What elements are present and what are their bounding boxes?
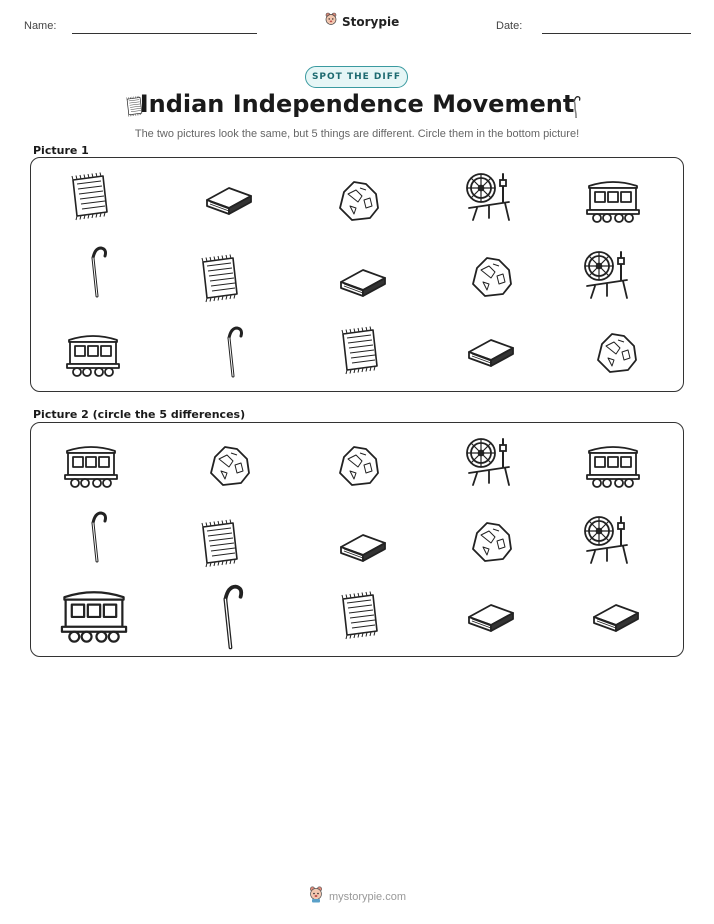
p2-spinning-wheel[interactable] [459, 431, 519, 491]
p1-book[interactable] [333, 250, 393, 310]
storypie-footer-logo-icon [308, 885, 324, 908]
p2-train-car[interactable] [61, 433, 121, 493]
picture-2-panel [30, 422, 684, 657]
name-label: Name: [24, 20, 57, 32]
picture-1-label: Picture 1 [33, 144, 89, 157]
storypie-logo-icon [324, 12, 338, 31]
brand [324, 12, 399, 31]
date-line[interactable] [542, 33, 691, 34]
p1-rock[interactable] [586, 322, 646, 382]
p1-spinning-wheel[interactable] [577, 244, 637, 304]
p2-cane[interactable] [69, 507, 129, 567]
p1-rock[interactable] [328, 170, 388, 230]
name-line[interactable] [72, 33, 257, 34]
p2-rug[interactable] [189, 515, 249, 575]
title-cane-icon [564, 92, 590, 122]
p2-rock[interactable] [328, 435, 388, 495]
p1-cane[interactable] [205, 322, 265, 382]
p2-rug[interactable] [329, 587, 389, 647]
p1-book[interactable] [461, 320, 521, 380]
p1-rug[interactable] [329, 322, 389, 382]
p2-train-car[interactable] [583, 433, 643, 493]
brand-name: Storypie [342, 14, 400, 29]
picture-2-label: Picture 2 (circle the 5 differences) [33, 408, 246, 421]
p1-spinning-wheel[interactable] [459, 166, 519, 226]
p2-book[interactable] [586, 585, 646, 645]
p2-rock[interactable] [199, 435, 259, 495]
p2-book[interactable] [333, 515, 393, 575]
p2-train-car-large[interactable] [57, 575, 131, 649]
p1-train-car[interactable] [583, 168, 643, 228]
footer-url: mystorypie.com [329, 890, 407, 903]
p1-book[interactable] [199, 168, 259, 228]
p2-cane-large[interactable] [195, 579, 271, 655]
p1-rock[interactable] [461, 246, 521, 306]
date-label: Date: [496, 20, 523, 32]
p2-book[interactable] [461, 585, 521, 645]
p1-train-car[interactable] [63, 322, 123, 382]
p2-spinning-wheel[interactable] [577, 509, 637, 569]
p2-rock[interactable] [461, 511, 521, 571]
p1-rug[interactable] [189, 250, 249, 310]
p1-rug[interactable] [59, 168, 119, 228]
page-title: Indian Independence Movement [139, 90, 575, 118]
picture-1-panel [30, 157, 684, 392]
instructions: The two pictures look the same, but 5 things are different. Circle them in the bottom picture! [134, 128, 580, 140]
p1-cane[interactable] [69, 242, 129, 302]
footer [308, 885, 406, 908]
spot-the-diff-badge: SPOT THE DIFF [305, 66, 408, 88]
